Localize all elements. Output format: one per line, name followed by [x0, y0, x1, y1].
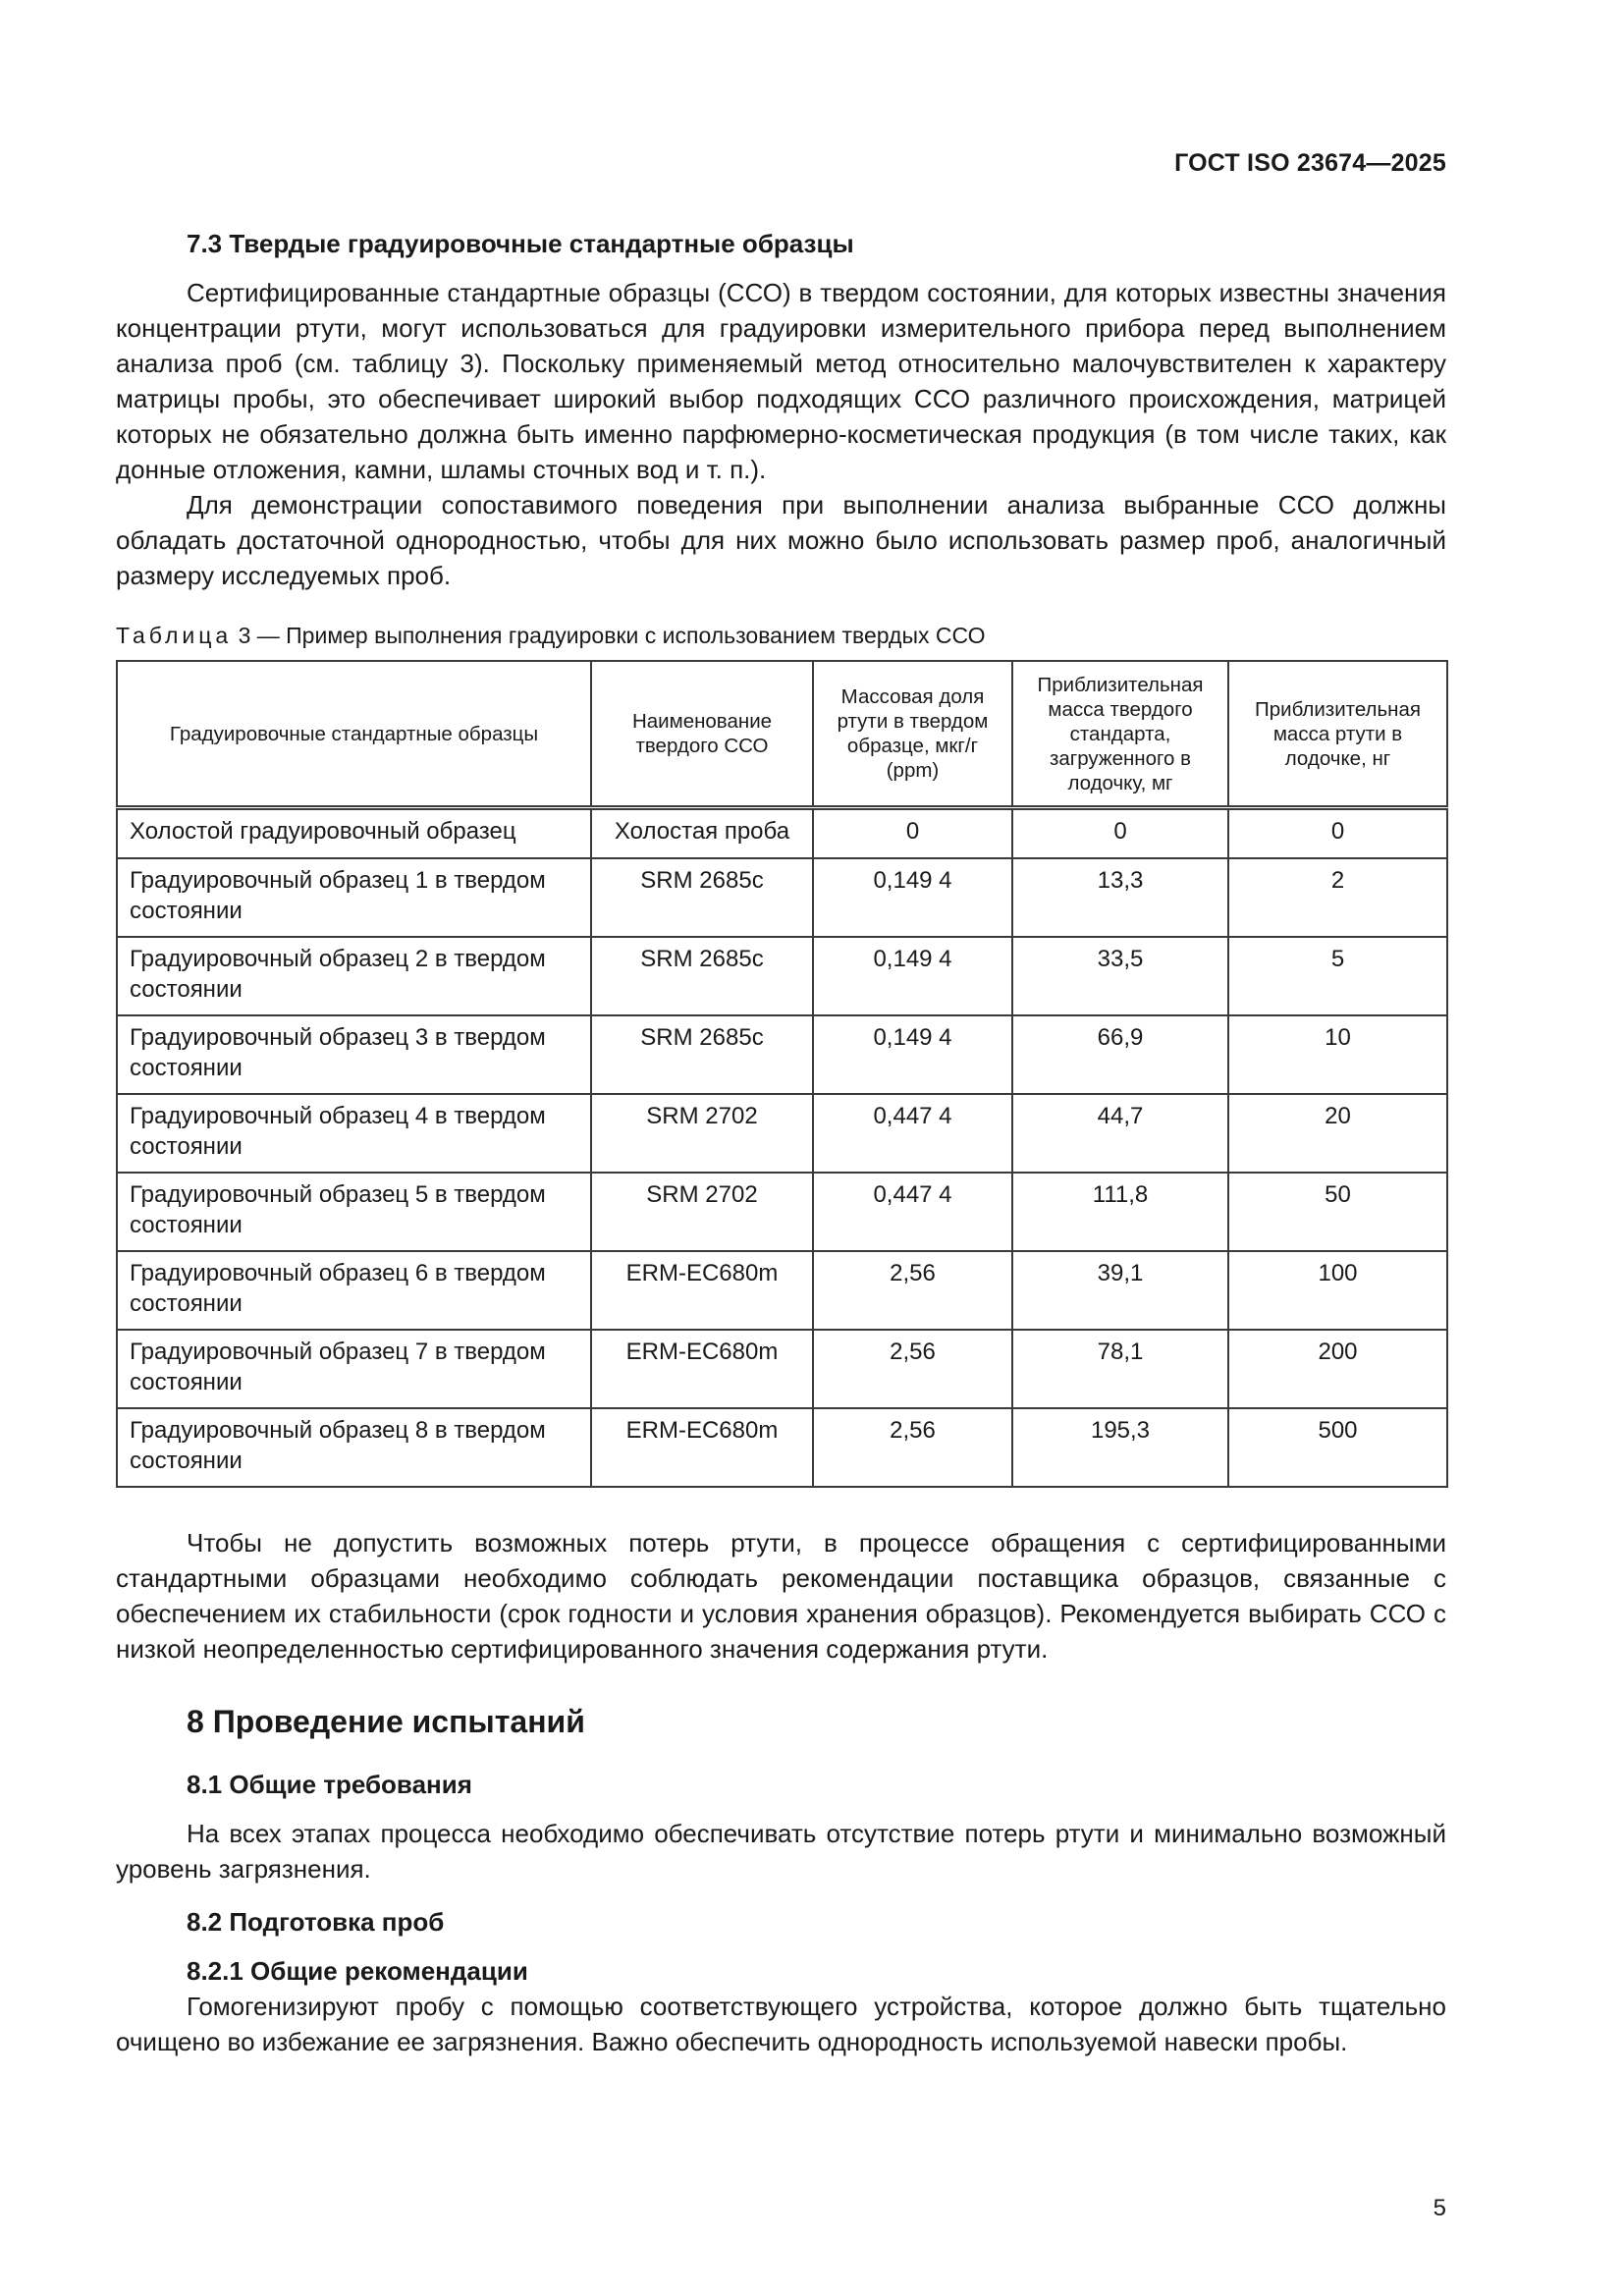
table-header-row	[117, 661, 1447, 808]
cell-sample: Градуировочный образец 8 в твердом состоянии	[117, 1408, 591, 1487]
cell-mercury-mass: 20	[1228, 1094, 1447, 1173]
cell-sample: Градуировочный образец 2 в твердом состоянии	[117, 937, 591, 1015]
section-8-2-heading: 8.2 Подготовка проб	[187, 1907, 445, 1937]
col-header-samples: Градуировочные стандартные образцы	[117, 661, 591, 808]
section-7-3-paragraph-2: Для демонстрации сопоставимого поведения при выполнении анализа выбранные ССО должны обладать достаточной однородностью, чтобы для них можно было использовать размер проб, аналогичный размеру исследуемых проб.	[116, 490, 1446, 590]
section-8-2-1-heading: 8.2.1 Общие рекомендации	[187, 1956, 528, 1986]
calibration-table	[116, 660, 1448, 1488]
page-content	[116, 226, 1446, 2059]
table-3-caption	[116, 621, 1446, 650]
cell-standard-mass: 195,3	[1012, 1408, 1228, 1487]
cell-mass-fraction: 2,56	[813, 1330, 1012, 1408]
cell-sample: Градуировочный образец 3 в твердом состоянии	[117, 1015, 591, 1094]
cell-crm-name: SRM 2685c	[591, 937, 813, 1015]
col-header-crm-name: Наименование твердого ССО	[591, 661, 813, 808]
cell-mass-fraction: 2,56	[813, 1251, 1012, 1330]
cell-standard-mass: 33,5	[1012, 937, 1228, 1015]
table-row	[117, 1330, 1447, 1408]
page-number: 5	[1433, 2195, 1446, 2221]
cell-crm-name: SRM 2685c	[591, 858, 813, 937]
cell-sample: Градуировочный образец 5 в твердом состоянии	[117, 1173, 591, 1251]
cell-mass-fraction: 0	[813, 808, 1012, 859]
section-8-1-paragraph: На всех этапах процесса необходимо обеспечивать отсутствие потерь ртути и минимально возможный уровень загрязнения.	[116, 1819, 1446, 1884]
table-row	[117, 1251, 1447, 1330]
section-7-3-paragraph-1: Сертифицированные стандартные образцы (ССО) в твердом состоянии, для которых известны значения концентрации ртути, могут использоваться для градуировки измерительного прибора перед выполнением анализа проб (см. таблицу 3). Поскольку применяемый метод относительно малочувствителен к характеру матрицы пробы, это обеспечивает широкий выбор подходящих ССО различного происхождения, матрицей которых не обязательно должна быть именно парфюмерно-косметическая продукция (в том числе таких, как донные отложения, камни, шламы сточных вод и т. п.).	[116, 278, 1446, 484]
cell-crm-name: SRM 2702	[591, 1173, 813, 1251]
cell-mercury-mass: 200	[1228, 1330, 1447, 1408]
after-table-paragraph: Чтобы не допустить возможных потерь ртути, в процессе обращения с сертифицированными стандартными образцами необходимо соблюдать рекомендации поставщика образцов, связанные с обеспечением их стабильности (срок годности и условия хранения образцов). Рекомендуется выбирать ССО с низкой неопределенностью сертифицированного значения содержания ртути.	[116, 1528, 1446, 1664]
section-7-3-heading: 7.3 Твердые градуировочные стандартные образцы	[187, 229, 854, 258]
section-8-1-heading: 8.1 Общие требования	[187, 1770, 472, 1799]
cell-mass-fraction: 2,56	[813, 1408, 1012, 1487]
cell-mercury-mass: 2	[1228, 858, 1447, 937]
table-3-caption-text: 3 — Пример выполнения градуировки с использованием твердых ССО	[232, 623, 986, 648]
cell-crm-name: ERM-EC680m	[591, 1330, 813, 1408]
cell-mercury-mass: 10	[1228, 1015, 1447, 1094]
cell-mercury-mass: 0	[1228, 808, 1447, 859]
table-row	[117, 808, 1447, 859]
cell-mass-fraction: 0,447 4	[813, 1173, 1012, 1251]
cell-crm-name: Холостая проба	[591, 808, 813, 859]
document-id: ГОСТ ISO 23674—2025	[1174, 149, 1446, 177]
table-row	[117, 1408, 1447, 1487]
col-header-mercury-mass: Приблизительная масса ртути в лодочке, нг	[1228, 661, 1447, 808]
cell-mass-fraction: 0,149 4	[813, 937, 1012, 1015]
cell-sample: Градуировочный образец 7 в твердом состоянии	[117, 1330, 591, 1408]
cell-sample: Градуировочный образец 1 в твердом состоянии	[117, 858, 591, 937]
cell-crm-name: SRM 2685c	[591, 1015, 813, 1094]
cell-sample: Градуировочный образец 4 в твердом состоянии	[117, 1094, 591, 1173]
cell-mercury-mass: 100	[1228, 1251, 1447, 1330]
document-page	[116, 0, 1446, 2296]
table-row	[117, 1015, 1447, 1094]
table-row	[117, 858, 1447, 937]
table-3-caption-label: Таблица	[116, 623, 233, 648]
section-8-2-1-paragraph: Гомогенизируют пробу с помощью соответствующего устройства, которое должно быть тщательно очищено во избежание ее загрязнения. Важно обеспечить однородность используемой навески пробы.	[116, 1992, 1446, 2056]
col-header-mass-fraction: Массовая доля ртути в твердом образце, мкг/г (ppm)	[813, 661, 1012, 808]
cell-standard-mass: 78,1	[1012, 1330, 1228, 1408]
cell-mass-fraction: 0,447 4	[813, 1094, 1012, 1173]
cell-mass-fraction: 0,149 4	[813, 1015, 1012, 1094]
cell-sample: Градуировочный образец 6 в твердом состоянии	[117, 1251, 591, 1330]
cell-standard-mass: 44,7	[1012, 1094, 1228, 1173]
cell-crm-name: ERM-EC680m	[591, 1408, 813, 1487]
cell-mercury-mass: 5	[1228, 937, 1447, 1015]
cell-mass-fraction: 0,149 4	[813, 858, 1012, 937]
col-header-standard-mass: Приблизительная масса твердого стандарта, загруженного в лодочку, мг	[1012, 661, 1228, 808]
cell-crm-name: SRM 2702	[591, 1094, 813, 1173]
cell-mercury-mass: 500	[1228, 1408, 1447, 1487]
cell-crm-name: ERM-EC680m	[591, 1251, 813, 1330]
table-row	[117, 1094, 1447, 1173]
cell-sample: Холостой градуировочный образец	[117, 808, 591, 859]
cell-standard-mass: 0	[1012, 808, 1228, 859]
table-row	[117, 1173, 1447, 1251]
cell-standard-mass: 111,8	[1012, 1173, 1228, 1251]
table-row	[117, 937, 1447, 1015]
cell-standard-mass: 66,9	[1012, 1015, 1228, 1094]
cell-standard-mass: 13,3	[1012, 858, 1228, 937]
section-8-heading: 8 Проведение испытаний	[187, 1704, 585, 1739]
cell-standard-mass: 39,1	[1012, 1251, 1228, 1330]
cell-mercury-mass: 50	[1228, 1173, 1447, 1251]
